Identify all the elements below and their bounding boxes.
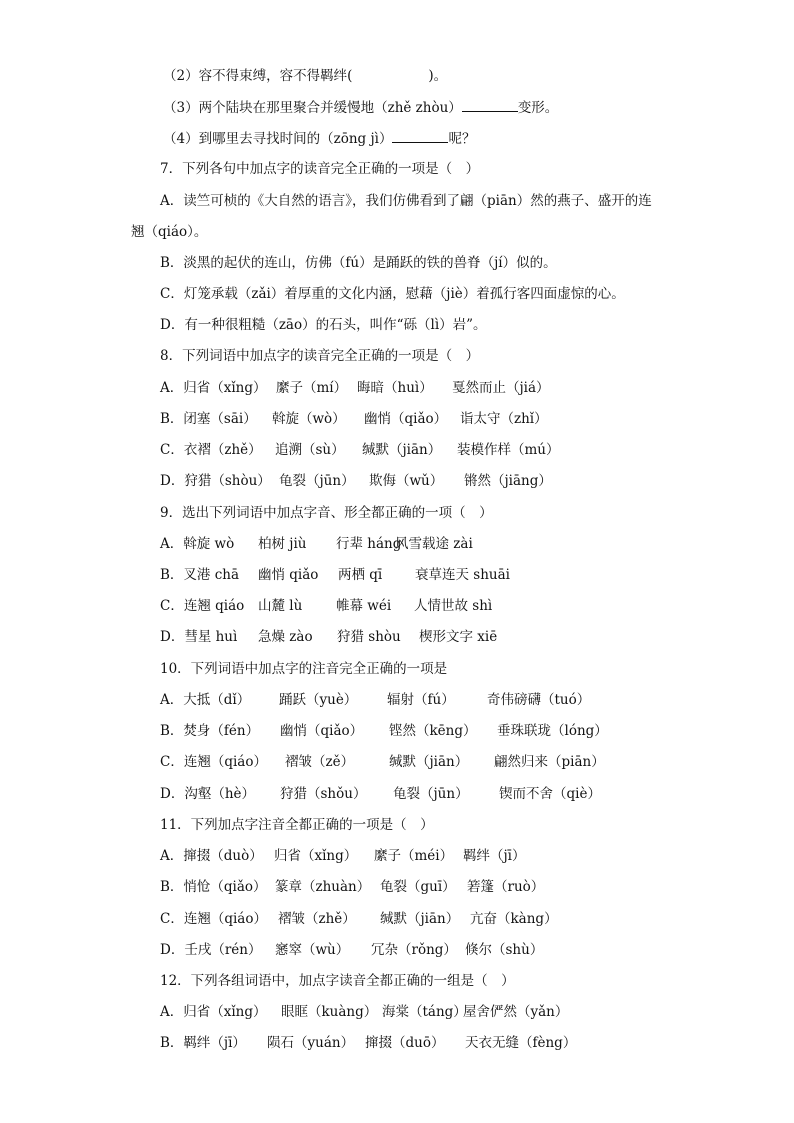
- option-word: D．彗星 huì: [160, 629, 238, 645]
- option-word: C．连翘 qiáo: [160, 598, 245, 614]
- option-word: C．连翘（qiáo）: [160, 911, 267, 927]
- option-word: 欺侮（wǔ）: [369, 473, 444, 489]
- answer-blank[interactable]: [462, 97, 518, 112]
- option-word: 縻子（mí）: [276, 380, 348, 396]
- option-word: 羁绊（jī）: [463, 848, 526, 864]
- option-word: 幽悄 qiǎo: [258, 567, 319, 583]
- option-word: 行辈 háng: [336, 536, 402, 552]
- option-word: 锲而不舍（qiè）: [499, 786, 601, 802]
- option-word: 衰草连天 shuāi: [415, 567, 510, 583]
- option-word: 铿然（kēng）: [389, 723, 477, 739]
- question-10-stem: 10．下列词语中加点字的注音完全正确的一项是: [160, 661, 448, 677]
- fill-item-3-tail: 变形。: [517, 100, 559, 116]
- option-word: 追溯（sù）: [275, 442, 345, 458]
- option-word: A．大抵（dǐ）: [160, 692, 251, 708]
- option-word: 龟裂（guī）: [380, 879, 456, 895]
- option-word: 帷幕 wéi: [336, 598, 392, 614]
- option-word: 两栖 qī: [338, 567, 383, 583]
- question-10-option-b: [160, 721, 608, 741]
- option-word: A．斡旋 wò: [160, 536, 235, 552]
- option-word: 海棠（táng）: [382, 1004, 467, 1020]
- option-word: 冗杂（rǒng）: [371, 942, 457, 958]
- question-9-option-a: [160, 534, 473, 554]
- question-9-option-d: [160, 627, 497, 647]
- option-word: C．衣褶（zhě）: [160, 442, 262, 458]
- option-word: 翩然归来（piān）: [494, 754, 605, 770]
- option-word: 缄默（jiān）: [380, 911, 460, 927]
- option-word: B．悄怆（qiǎo）: [160, 879, 267, 895]
- option-word: 人情世故 shì: [414, 598, 493, 614]
- option-word: B．叉港 chā: [160, 567, 240, 583]
- question-9-option-b: [160, 565, 510, 585]
- option-word: C．连翘（qiáo）: [160, 754, 267, 770]
- option-word: 窸窣（wù）: [275, 942, 350, 958]
- answer-blank[interactable]: [392, 128, 448, 143]
- option-word: 垂珠联珑（lóng）: [497, 723, 608, 739]
- option-word: 斡旋（wò）: [272, 411, 346, 427]
- question-8-option-b: [160, 409, 548, 429]
- question-12-option-a: [160, 1002, 568, 1022]
- question-8-stem: 8．下列词语中加点字的读音完全正确的一项是（ ）: [160, 348, 480, 364]
- question-9-stem: 9．选出下列词语中加点字音、形全都正确的一项（ ）: [160, 505, 493, 521]
- option-word: 倏尔（shù）: [465, 942, 544, 958]
- question-11-option-b: [160, 877, 544, 897]
- option-word: A．归省（xǐng）: [160, 380, 267, 396]
- fill-item-4-tail: 呢？: [448, 131, 476, 147]
- question-11-option-c: [160, 909, 558, 929]
- option-word: 柏树 jiù: [258, 536, 307, 552]
- question-10-option-d: [160, 784, 601, 804]
- option-word: 縻子（méi）: [374, 848, 454, 864]
- fill-item-3-label: （3）两个陆块在那里聚合并缓慢地（zhě zhòu）: [163, 100, 462, 116]
- question-8-option-a: [160, 378, 550, 398]
- option-word: 缄默（jiān）: [389, 754, 469, 770]
- question-12-option-b: [160, 1033, 576, 1053]
- option-word: 龟裂（jūn）: [393, 786, 469, 802]
- option-word: 狩猎 shòu: [337, 629, 401, 645]
- option-word: 屋舍俨然（yǎn）: [463, 1004, 569, 1020]
- question-7-option-b: B．淡黑的起伏的连山，仿佛（fú）是踊跃的铁的兽脊（jí）似的。: [160, 255, 557, 271]
- option-word: 装模作样（mú）: [457, 442, 560, 458]
- fill-item-2-label: （2）容不得束缚，容不得羁绊(: [163, 68, 353, 84]
- option-word: 奇伟磅礴（tuó）: [487, 692, 591, 708]
- option-word: D．沟壑（hè）: [160, 786, 256, 802]
- question-10-option-c: [160, 752, 605, 772]
- option-word: B．羁绊（jī）: [160, 1035, 246, 1051]
- fill-item-2: [163, 66, 447, 86]
- option-word: 褶皱（zhě）: [278, 911, 356, 927]
- option-word: 幽悄（qiǎo）: [280, 723, 364, 739]
- question-7-stem: 7．下列各句中加点字的读音完全正确的一项是（ ）: [160, 161, 480, 177]
- question-11-option-d: [160, 940, 543, 960]
- question-10-option-a: [160, 690, 590, 710]
- option-word: 踊跃（yuè）: [279, 692, 358, 708]
- question-11-stem: 11．下列加点字注音全都正确的一项是（ ）: [160, 817, 434, 833]
- option-word: 楔形文字 xiē: [419, 629, 498, 645]
- option-word: 篆章（zhuàn）: [275, 879, 371, 895]
- question-12-stem: 12．下列各组词语中，加点字读音全都正确的一组是（ ）: [160, 973, 515, 989]
- fill-item-4: [163, 128, 475, 149]
- option-word: 诣太守（zhǐ）: [460, 411, 548, 427]
- option-word: B．闭塞（sāi）: [160, 411, 257, 427]
- option-word: 晦暗（huì）: [357, 380, 433, 396]
- option-word: 幽悄（qiǎo）: [364, 411, 448, 427]
- option-word: 亢奋（kàng）: [470, 911, 558, 927]
- question-9-option-c: [160, 596, 492, 616]
- question-7-option-c: C．灯笼承载（zǎi）着厚重的文化内涵，慰藉（jiè）着孤行客四面虚惊的心。: [160, 286, 625, 302]
- option-word: A．撺掇（duò）: [160, 848, 263, 864]
- fill-item-4-label: （4）到哪里去寻找时间的（zōng jì）: [163, 131, 393, 147]
- option-word: 山麓 lù: [258, 598, 303, 614]
- option-word: 戛然而止（jiá）: [452, 380, 550, 396]
- option-word: D．壬戌（rén）: [160, 942, 262, 958]
- option-word: 撺掇（duō）: [365, 1035, 445, 1051]
- option-word: 箬篷（ruò）: [467, 879, 545, 895]
- option-word: 褶皱（zě）: [285, 754, 355, 770]
- option-word: 辐射（fú）: [387, 692, 455, 708]
- option-word: 狩猎（shǒu）: [280, 786, 367, 802]
- option-word: 归省（xǐng）: [274, 848, 358, 864]
- option-word: A．归省（xǐng）: [160, 1004, 267, 1020]
- option-word: 天衣无缝（fèng）: [465, 1035, 577, 1051]
- fill-item-2-tail: )。: [428, 68, 448, 84]
- option-word: 陨石（yuán）: [267, 1035, 355, 1051]
- option-word: 锵然（jiāng）: [464, 473, 552, 489]
- option-word: D．狩猎（shòu）: [160, 473, 271, 489]
- fill-item-3: [163, 97, 558, 118]
- question-11-option-a: [160, 846, 526, 866]
- question-7-option-a-cont: 翘（qiáo）。: [131, 224, 208, 240]
- option-word: 眼眶（kuàng）: [281, 1004, 378, 1020]
- question-7-option-d: D．有一种很粗糙（zāo）的石头，叫作“砾（lì）岩”。: [160, 317, 487, 333]
- question-8-option-c: [160, 440, 560, 460]
- option-word: 急燥 zào: [258, 629, 313, 645]
- option-word: 缄默（jiān）: [362, 442, 442, 458]
- option-word: 龟裂（jūn）: [279, 473, 355, 489]
- option-word: 风雪载途 zài: [395, 536, 473, 552]
- question-7-option-a: A．读竺可桢的《大自然的语言》，我们仿佛看到了翩（piān）然的燕子、盛开的连: [160, 193, 652, 209]
- question-8-option-d: [160, 471, 552, 491]
- option-word: B．焚身（fén）: [160, 723, 260, 739]
